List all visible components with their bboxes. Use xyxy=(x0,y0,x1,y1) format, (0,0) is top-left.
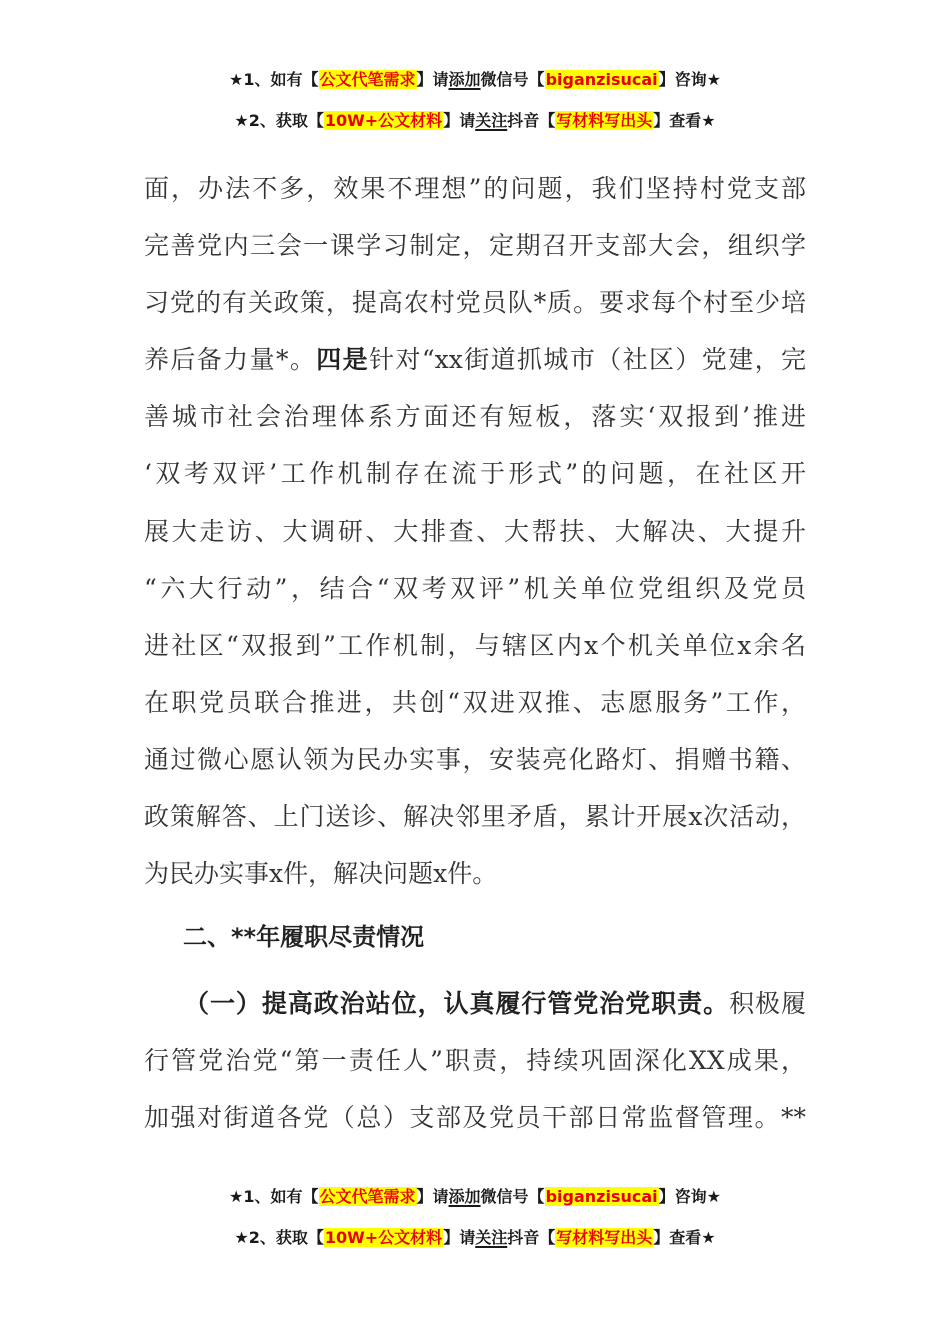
banner-text: 】咨询★ xyxy=(658,1187,721,1206)
banner-underlined-text: 关注 xyxy=(475,111,508,130)
paragraph-2 xyxy=(144,975,806,1146)
text-line: 通过微心愿认领为民办实事，安装亮化路灯、捐赠书籍、 xyxy=(144,744,806,774)
text-line: 面，办法不多，效果不理想”的问题，我们坚持村党支部 xyxy=(144,174,806,203)
text-line: 政策解答、上门送诊、解决邻里矛盾，累计开展x次活动， xyxy=(144,802,806,832)
text-line: ‘双考双评’工作机制存在流于形式”的问题，在社区开 xyxy=(144,459,806,489)
text-line: 善城市社会治理体系方面还有短板，落实‘双报到’推进 xyxy=(144,402,806,432)
banner-highlight: 写材料写出头 xyxy=(556,111,653,130)
banner-text: 微信号【 xyxy=(480,70,545,89)
text-line: “六大行动”，结合“双考双评”机关单位党组织及党员 xyxy=(144,573,806,603)
text-line xyxy=(144,331,806,388)
text-line: 习党的有关政策，提高农村党员队*质。要求每个村至少培 xyxy=(144,288,806,318)
banner-text: 】请 xyxy=(443,1228,476,1247)
bottom-banner-line-2 xyxy=(0,1227,950,1249)
banner-text: 抖音【 xyxy=(507,111,556,130)
banner-highlight: 写材料写出头 xyxy=(556,1228,653,1247)
banner-text: 微信号【 xyxy=(480,1187,545,1206)
text-line xyxy=(144,975,806,1032)
banner-text: ★2、获取【 xyxy=(234,1228,324,1247)
banner-underlined-text: 关注 xyxy=(475,1228,508,1247)
text-run: 积极履 xyxy=(729,989,806,1018)
text-line: 进社区“双报到”工作机制，与辖区内x个机关单位x余名 xyxy=(144,630,806,660)
banner-underlined-text: 添加 xyxy=(448,70,481,89)
banner-text: ★1、如有【 xyxy=(229,70,319,89)
bold-lead: （一）提高政治站位，认真履行管党治党职责。 xyxy=(184,989,730,1018)
text-line: 行管党治党“第一责任人”职责，持续巩固深化XX成果， xyxy=(144,1046,806,1076)
banner-highlight: 公文代笔需求 xyxy=(319,70,416,89)
top-banner-line-1 xyxy=(0,69,950,91)
text-run: 针对“xx街道抓城市（社区）党建，完 xyxy=(369,345,806,375)
text-line: 加强对街道各党（总）支部及党员干部日常监督管理。** xyxy=(144,1103,806,1133)
banner-text: 】咨询★ xyxy=(658,70,721,89)
banner-text: ★1、如有【 xyxy=(229,1187,319,1206)
banner-text: 】请 xyxy=(416,1187,449,1206)
banner-text: 】查看★ xyxy=(653,111,716,130)
top-banner-line-2 xyxy=(0,110,950,132)
banner-highlight: 10W+公文材料 xyxy=(324,1228,443,1247)
banner-highlight: 10W+公文材料 xyxy=(324,111,443,130)
banner-text: 抖音【 xyxy=(507,1228,556,1247)
text-line: 为民办实事x件，解决问题x件。 xyxy=(144,859,498,889)
banner-underlined-text: 添加 xyxy=(448,1187,481,1206)
bottom-banner-line-1 xyxy=(0,1186,950,1208)
banner-text: 】请 xyxy=(416,70,449,89)
banner-text: 】请 xyxy=(443,111,476,130)
paragraph-1 xyxy=(144,160,806,902)
banner-highlight: biganzisucai xyxy=(545,70,658,89)
section-heading: 二、**年履职尽责情况 xyxy=(183,923,425,951)
banner-highlight: biganzisucai xyxy=(545,1187,658,1206)
banner-text: ★2、获取【 xyxy=(234,111,324,130)
text-line: 完善党内三会一课学习制定，定期召开支部大会，组织学 xyxy=(144,231,806,261)
text-line: 展大走访、大调研、大排查、大帮扶、大解决、大提升 xyxy=(144,516,806,546)
text-line: 在职党员联合推进，共创“双进双推、志愿服务”工作， xyxy=(144,687,806,717)
bold-lead: 四是 xyxy=(316,345,370,375)
banner-text: 】查看★ xyxy=(653,1228,716,1247)
banner-highlight: 公文代笔需求 xyxy=(319,1187,416,1206)
text-run: 养后备力量*。 xyxy=(144,345,317,375)
